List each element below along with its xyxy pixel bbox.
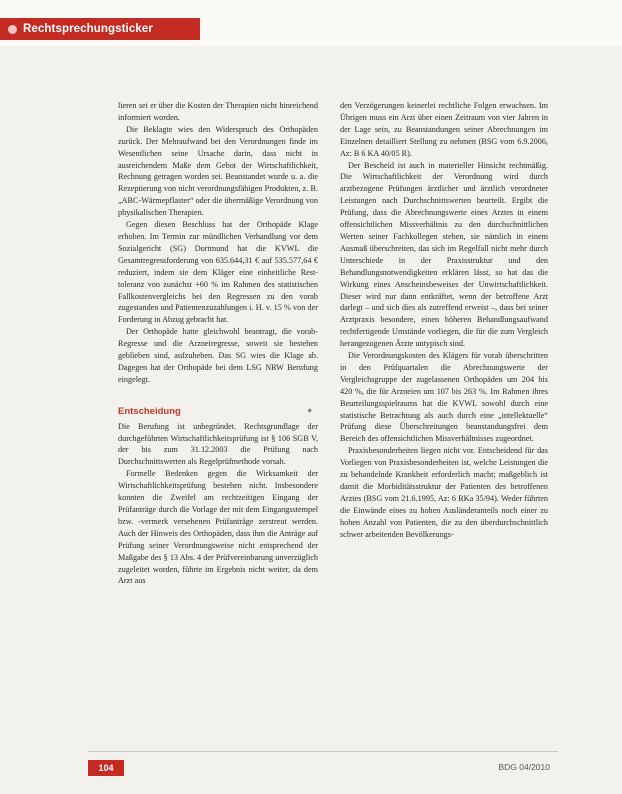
paragraph: den Verzögerungen keinerlei rechtliche Folgen erwachsen. Im Übrigen muss ein Arzt über einen Zeitraum von vier Jahren in der Lage sein, zu Beanstandungen seiner Abrechnungen im Einzelnen detailliert Stellung zu nehmen (BSG vom 6.9.2006, Az: B 6 KA 40/05 R). [340,101,548,158]
right-column [340,100,548,541]
paragraph: Der Bescheid ist auch in materieller Hinsicht rechtmäßig. Die Wirtschaftlichkeit der Verordnung wird durch arztbezogene Prüfungen ärztlicher und ärztlich verordneter Leistungen nach Durchschnittswerten beurteilt. Ergibt die Prüfung, dass die Abrechnungswerte eines Arztes in einem offensichtlichen Missverhältnis zu den durchschnittlichen Werten seiner Fachkollegen stehen, sie nämlich in einem Ausmaß überschreiten, das sich im Regelfall nicht mehr durch Unterschiede in der Praxisstruktur und den Behandlungsnotwendigkeiten erklären lässt, so hat das die Wirkung eines Anscheinsbeweises der Unwirtschaftlichkeit. Dieser wird nur dann entkräftet, wenn der betroffene Arzt darlegt – und sich dies als zutreffend erweist –, dass bei seiner Arztpraxis besondere, einen höheren Behandlungsaufwand rechtfertigende Umstände vorliegen, die für die zum Vergleich herangezogenen Ärzte untypisch sind. [340,160,548,349]
heading-marker-icon: ◆ [307,407,312,414]
paragraph: Praxisbesonderheiten liegen nicht vor. Entscheidend für das Vorliegen von Praxisbesonderheiten ist, welche Leistungen die zu behandelnde Krankheit erforderlich macht; maßgeblich ist damit die Morbiditätsstruktur der Patienten des betroffenen Arztes (BSG vom 21.6.1995, Az: 6 RKa 35/94). Weder führten die Einwände eines zu hohen Ausländeranteils noch einer zu hohen Anzahl von Patienten, die zu den überdurchschnittlich schwer arbeitenden Bevölkerungs- [340,446,548,539]
paragraph: Die Verordnungskosten des Klägers für vorab überschritten in den Prüfquartalen die Abrechnungswerte der Vergleichsgruppe der zugelassenen Orthopäden um 204 bis 420 %, die für Arzneien um 107 bis 263 %. Im Rahmen ihres Beurteilungsspielraums hat die KVWL sowohl durch eine statistische Betrachtung als auch durch eine „intellektuelle“ Prüfung diese Überschreitungen beanstandungsfrei dem Bereich des offensichtlichen Missverhältnisses zugeordnet. [340,351,548,444]
paragraph: Die Beklagte wies den Widerspruch des Orthopäden zurück. Der Mehraufwand bei den Verordnungen finde im Wesentlichen seine Ursache darin, dass nicht in ausreichendem Maße dem Gebot der Wirtschaftlichkeit, Rechnung getragen worden sei. Beanstandet wurde u. a. die Rezeptierung von nicht verordnungsfähigen Produkten, z. B. „ABC-Wärmepflaster“ oder die übermäßige Verordnung von physikalischen Therapien. [118,124,318,218]
paragraph: Der Orthopäde hatte gleichwohl beantragt, die vorab-Regresse und die Arzneiregresse, soweit sie bestehen geblieben sind, aufzuheben. Das SG wies die Klage ab. Dagegen hat der Orthopäde bei dem LSG NRW Berufung eingelegt. [118,327,318,384]
paragraph: Formelle Bedenken gegen die Wirksamkeit der Wirtschaftlichkeitsprüfung bestehen nicht. Insbesondere konnten die Zweifel am rechtzeitigen Eingang der Prüfanträge durch die Vorlage der mit dem Eingangsstempel bzw. -vermerk versehenen Prüfanträge zerstreut werden. Auch der Hinweis des Orthopäden, dass ihm die Anträge auf Prüfung seiner Verordnungsweise nicht entsprechend der Maßgabe des § 13 Abs. 4 der Prüfvereinbarung unverzüglich zugeleitet worden, führte im Ergebnis nicht weiter, da dem Arzt aus [118,469,318,586]
paragraph: Die Berufung ist unbegründet. Rechtsgrundlage der durchgeführten Wirtschaftlichkeitsprüfung ist § 106 SGB V, der bis zum 31.12.2003 die Prüfung nach Durchschnittswerten als Regelprüfmethode vorsah. [118,421,318,467]
footer-divider [88,751,558,752]
circle-bullet-icon [8,25,17,34]
section-heading [118,406,318,418]
left-column [118,100,318,587]
issue-label: BDG 04/2010 [498,762,550,772]
page-number: 104 [98,763,114,773]
section-header [0,18,200,40]
section-heading-text: Entscheidung [118,405,181,417]
section-title: Rechtsprechungsticker [23,23,153,35]
page-number-badge [88,760,124,776]
paragraph: lieren sei er über die Kosten der Therapien nicht hinreichend informiert worden. [118,101,318,122]
paragraph: Gegen diesen Beschluss hat der Orthopäde Klage erhoben. Im Termin zur mündlichen Verhandlung vor dem Sozialgericht (SG) Dortmund hat die KVWL die Gesamtregressforderung von 635.644,31 € auf 535.577,64 € reduziert, indem sie dem Kläger eine einheitliche Resttoleranz von zunächst +60 % im Rahmen des statistischen Fallkostenvergleichs bei den Regressen zu den vorab zugestanden und Patientenzuzahlungen i. H. v. 15 % von der Forderung in Abzug gebracht hat. [118,220,318,325]
